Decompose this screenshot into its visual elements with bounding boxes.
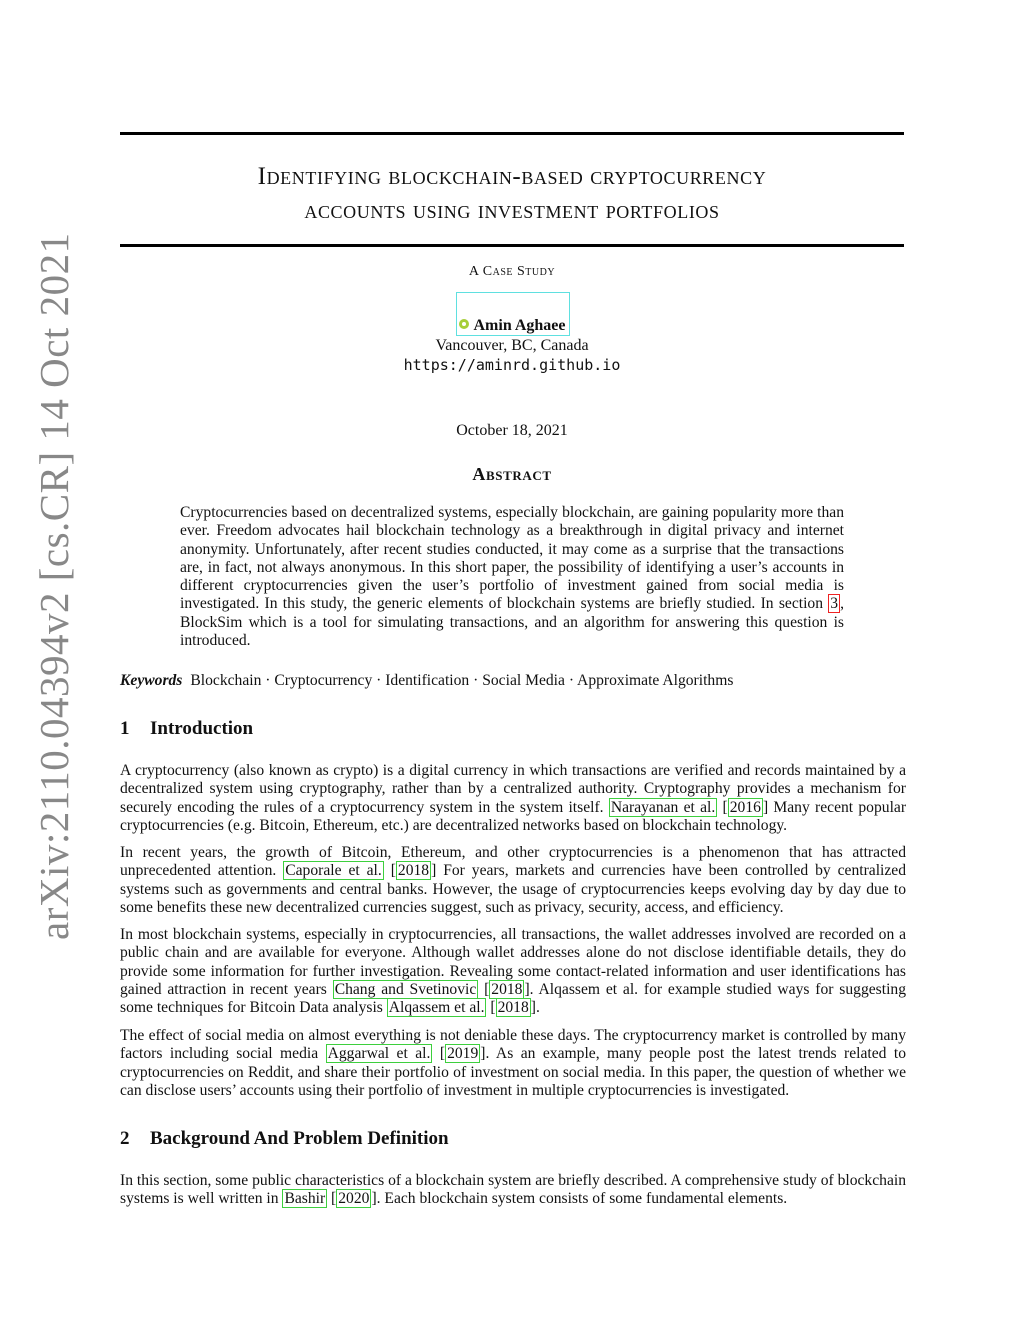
paragraph-text: [ <box>327 1190 337 1208</box>
paragraph-text: ]. Each blockchain system consists of some fundamental elements. <box>371 1190 788 1208</box>
section-title: Background And Problem Definition <box>150 1128 449 1149</box>
title-rule-bottom <box>120 244 904 247</box>
citation-link[interactable]: Narayanan et al. <box>610 798 716 816</box>
citation-link[interactable]: Bashir <box>284 1190 326 1208</box>
citation-year-link[interactable]: 2019 <box>447 1045 479 1063</box>
abstract-text-b: , BlockSim which is a tool for simulating transactions, and an algorithm for answering this question is introduced. <box>180 595 844 650</box>
author-name[interactable]: Amin Aghaee <box>473 317 566 334</box>
paper-title <box>120 160 904 228</box>
author-line <box>0 317 1024 335</box>
citation-link[interactable]: Chang and Svetinovic <box>334 980 477 998</box>
paragraph-text: In this section, some public characteristics of a blockchain system are briefly described. A comprehensive study of blockchain systems is well written in <box>120 1172 906 1208</box>
abstract-text-a: Cryptocurrencies based on decentralized systems, especially blockchain, are gaining popularity more than ever. Freedom advocates hail blockchain technology as a breakthrough in digital privacy and internet anonymity. Unfortunately, after recent studies conducted, it may come as a surprise that the transactions are, in fact, not always anonymous. In this short paper, the possibility of identifying a user’s accounts in different cryptocurrencies given the user’s portfolio of investment gained from social media is investigated. In this study, the generic elements of blockchain systems are briefly studied. In section <box>180 504 844 613</box>
title-line-1: Identifying blockchain-based cryptocurrency <box>257 163 767 190</box>
intro-paragraph-1 <box>120 762 906 835</box>
paragraph-text: [ <box>717 798 728 816</box>
title-line-2: accounts using investment portfolios <box>304 197 720 224</box>
paragraph-text: [ <box>486 999 496 1017</box>
title-rule-top <box>120 132 904 135</box>
paragraph-text: [ <box>383 862 396 880</box>
arxiv-identifier: arXiv:2110.04394v2 [cs.CR] 14 Oct 2021 <box>31 232 77 940</box>
citation-year-link[interactable]: 2018 <box>497 999 529 1017</box>
intro-paragraph-3 <box>120 926 906 1017</box>
abstract-heading: Abstract <box>472 464 552 484</box>
citation-year-link[interactable]: 2020 <box>338 1190 370 1208</box>
paragraph-text: In recent years, the growth of Bitcoin, Ethereum, and other cryptocurrencies is a phenomenon that has attracted unprecedented attention. <box>120 844 906 880</box>
paragraph-text: ] For years, markets and currencies have been controlled by centralized systems such as governments and central banks. However, the usage of cryptocurrencies keeps evolving day by day due to some benefits these new decentralized currencies suggest, such as privacy, security, access, and efficiency. <box>120 862 907 916</box>
author-url[interactable]: https://aminrd.github.io <box>403 356 621 374</box>
orcid-icon[interactable] <box>459 319 469 329</box>
citation-year-link[interactable]: 2018 <box>491 980 523 998</box>
paragraph-text: [ <box>432 1045 446 1063</box>
paragraph-text: [ <box>478 980 490 998</box>
section-heading-introduction <box>120 718 253 740</box>
citation-link[interactable]: Caporale et al. <box>285 862 382 880</box>
keywords-line <box>120 672 904 690</box>
section-title: Introduction <box>150 718 254 739</box>
section-heading-background <box>120 1128 449 1150</box>
keywords-list: Blockchain · Cryptocurrency · Identification · Social Media · Approximate Algorithms <box>190 672 734 689</box>
section-ref-link[interactable]: 3 <box>830 595 839 613</box>
background-paragraph-1 <box>120 1172 906 1209</box>
citation-year-link[interactable]: 2016 <box>729 798 761 816</box>
intro-paragraph-4 <box>120 1027 906 1100</box>
section-number: 1 <box>120 718 130 739</box>
author-affiliation: Vancouver, BC, Canada <box>435 337 589 354</box>
paragraph-text: ]. As an example, many people post the latest trends related to cryptocurrencies on Reddit, and share their portfolio of investment on social media. In this paper, the question of whether we can disclose users’ accounts using their portfolio of investment in multiple cryptocurrencies is investigated. <box>120 1045 907 1099</box>
citation-link[interactable]: Alqassem et al. <box>388 999 485 1017</box>
intro-paragraph-2 <box>120 844 906 917</box>
paper-subtitle: A Case Study <box>468 264 556 279</box>
section-number: 2 <box>120 1128 130 1149</box>
paragraph-text: The effect of social media on almost everything is not deniable these days. The cryptocurrency market is controlled by many factors including social media <box>120 1027 906 1063</box>
citation-link[interactable]: Aggarwal et al. <box>327 1045 431 1063</box>
abstract-body <box>180 504 844 650</box>
paragraph-text: A cryptocurrency (also known as crypto) is a digital currency in which transactions are verified and records maintained by a decentralized system using cryptography, rather than by a centralized authority. Cryptography provides a mechanism for securely encoding the rules of a cryptocurrency system in the system itself. <box>120 762 906 816</box>
paper-date: October 18, 2021 <box>456 422 568 439</box>
paragraph-text: In most blockchain systems, especially in cryptocurrencies, all transactions, the wallet addresses involved are recorded on a public chain and are available for everyone. Although wallet addresses alone do not disclose identifiable details, they do provide some information for further investigation. Revealing some contact-related information and user identifications has gained attraction in recent years <box>120 926 906 998</box>
paragraph-text: ] Many recent popular cryptocurrencies (e.g. Bitcoin, Ethereum, etc.) are decentralized networks based on blockchain technology. <box>120 798 907 834</box>
paragraph-text: ]. Alqassem et al. for example studied ways for suggesting some techniques for Bitcoin Data analysis <box>120 980 906 1017</box>
citation-year-link[interactable]: 2018 <box>397 862 430 880</box>
keywords-label: Keywords <box>120 672 183 689</box>
paragraph-text: ]. <box>530 999 540 1017</box>
